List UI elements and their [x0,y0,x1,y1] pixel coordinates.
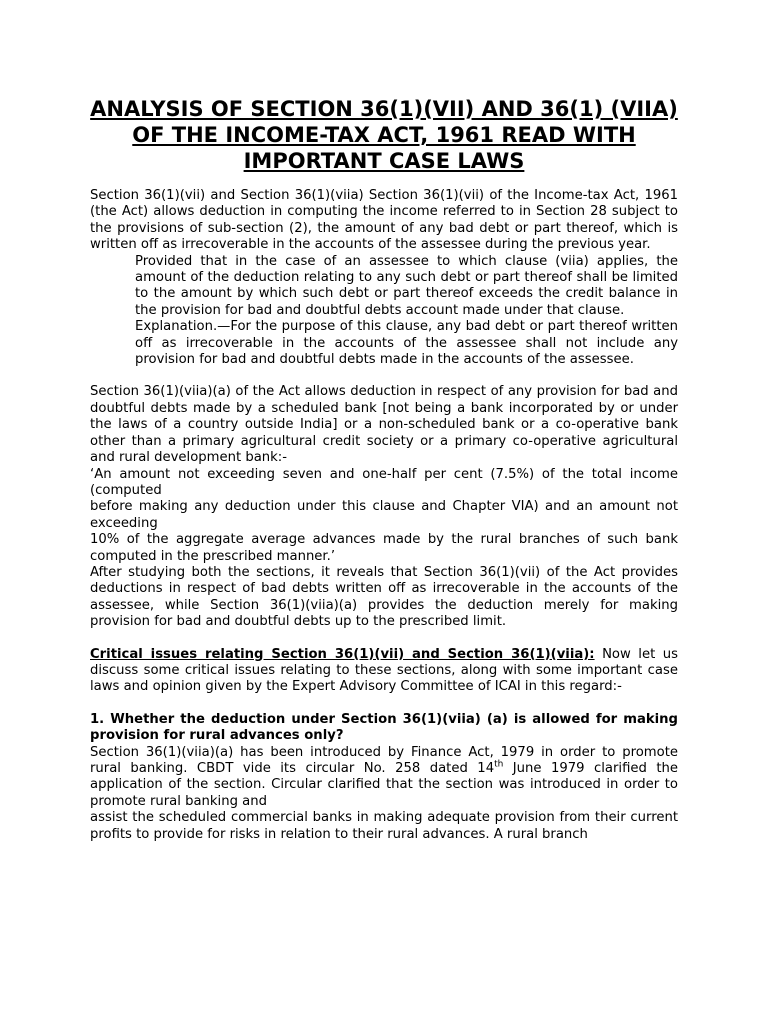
document-page [90,96,678,843]
critical-issues-paragraph [90,647,678,696]
ordinal-suffix: th [494,759,504,770]
proviso-paragraph: Provided that in the case of an assessee to which clause (viia) applies, the amount of the deduction relating to any such debt or part thereof shall be limited to the amount by which such debt or part thereof exceeds the credit balance in the provision for bad and doubtful debts account made under that clause. [135,253,678,318]
paragraph-gap [90,696,678,712]
issue-1-question: 1. Whether the deduction under Section 36(1)(viia) (a) is allowed for making provision for rural advances only? [90,711,678,744]
critical-issues-text: Now let us discuss some critical issues relating to these sections, along with some important case laws and opinion given by the Expert Advisory Committee of ICAI in this regard:- [90,646,678,695]
issue-1-continued: assist the scheduled commercial banks in making adequate provision from their current profits to provide for risks in relation to their rural advances. A rural branch [90,810,678,842]
quote-line-2: before making any deduction under this clause and Chapter VIA) and an amount not exceeding [90,499,678,531]
issue-1-paragraph [90,745,678,811]
section-viia-paragraph: Section 36(1)(viia)(a) of the Act allows deduction in respect of any provision for bad and doubtful debts made by a scheduled bank [not being a bank incorporated by or under the laws of a country outside India] or a non-scheduled bank or a co-operative bank other than a primary agricultural credit society or a primary co-operative agricultural and rural development bank:- [90,384,678,466]
explanation-paragraph: Explanation.—For the purpose of this clause, any bad debt or part thereof written off as irrecoverable in the accounts of the assessee shall not include any provision for bad and doubtful debts made in the accounts of the assessee. [135,319,678,368]
quote-line-3: 10% of the aggregate average advances made by the rural branches of such bank computed in the prescribed manner.’ [90,532,678,564]
paragraph-gap [90,368,678,384]
conclusion-paragraph: After studying both the sections, it reveals that Section 36(1)(vii) of the Act provides deductions in respect of bad debts written off as irrecoverable in the accounts of the assessee, while Section 36(1)(viia)(a) provides the deduction merely for making provision for bad and doubtful debts up to the prescribed limit. [90,564,678,630]
document-title: ANALYSIS OF SECTION 36(1)(VII) AND 36(1) (VIIA) OF THE INCOME-TAX ACT, 1961 READ WITH IMPORTANT CASE LAWS [90,97,678,173]
issue-1-text-a: Section 36(1)(viia)(a) has been introduced by Finance Act, 1979 in order to promote rural banking. CBDT vide its circular No. 258 dated 14 [90,744,678,776]
quote-line-1: ‘An amount not exceeding seven and one-half per cent (7.5%) of the total income (computed [90,466,678,498]
critical-issues-heading: Critical issues relating Section 36(1)(vii) and Section 36(1)(viia): [90,646,595,662]
paragraph-gap [90,631,678,647]
issue-1-text-b: June 1979 clarified the application of the section. Circular clarified that the section was introduced in order to promote rural banking and [90,761,678,809]
intro-paragraph: Section 36(1)(vii) and Section 36(1)(viia) Section 36(1)(vii) of the Income-tax Act, 1961 (the Act) allows deduction in computing the income referred to in Section 28 subject to the provisions of sub-section (2), the amount of any bad debt or part thereof, which is written off as irrecoverable in the accounts of the assessee during the previous year. [90,188,678,253]
